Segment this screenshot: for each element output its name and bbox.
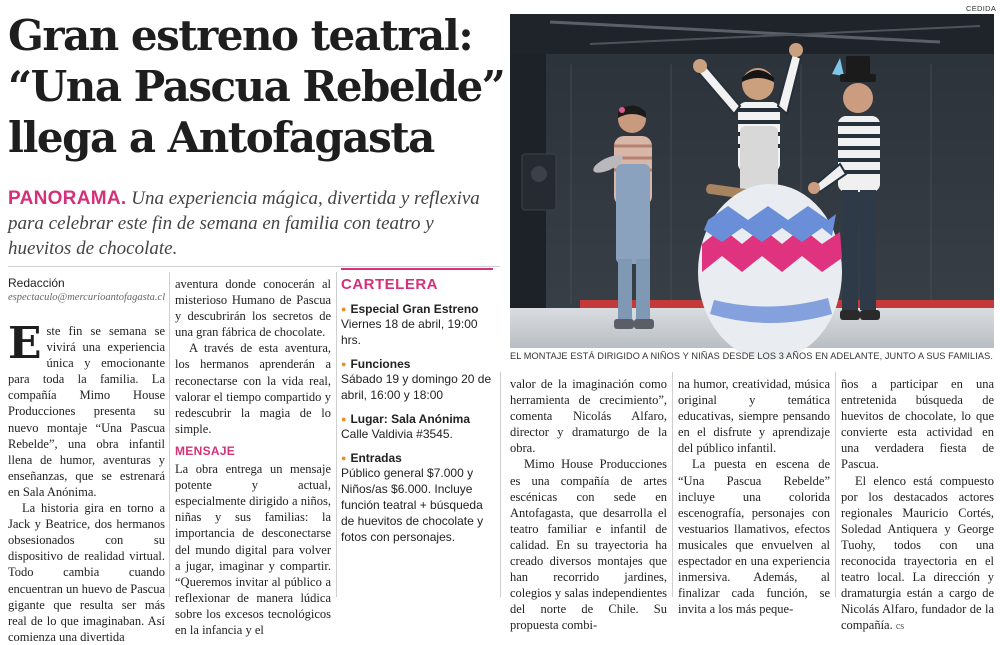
stage-photo — [510, 14, 994, 348]
cartelera-item-label: ● Entradas — [341, 451, 493, 465]
paragraph: A través de esta aventura, los hermanos aprenderán a reconectarse con la vida real, valorar el tiempo compartido y redescubrir la magia de lo simple. — [175, 341, 331, 436]
stage-photo-illustration — [510, 14, 994, 348]
headline-line-2: “Una Pascua Rebelde” — [8, 62, 505, 111]
cartelera-item-label: ● Especial Gran Estreno — [341, 302, 493, 316]
lead-kicker: PANORAMA. — [8, 188, 127, 209]
lead-text: Una experiencia mágica, divertida y reflexiva para celebrar este fin de semana en familia con teatro y huevitos de chocolate. — [8, 188, 480, 259]
article-column-3 — [510, 376, 667, 634]
paragraph: ños a participar en una entretenida búsqueda de huevitos de chocolate, lo que convierte esta actividad en una verdadera fiesta de Pascua. — [841, 377, 994, 472]
column-divider — [672, 372, 673, 597]
lead-paragraph — [8, 186, 500, 261]
cartelera-item-text: Viernes 18 de abril, 19:00 hrs. — [341, 317, 478, 347]
article-column-1 — [8, 318, 165, 645]
paragraph: La historia gira en torno a Jack y Beatrice, dos hermanos obsesionados con su dispositivo de realidad virtual. Todo cambia cuando encuentran un huevo de Pascua gigante que resulta ser más real de lo que imaginaban. Así comienza una divertida — [8, 501, 165, 644]
headline-line-1: Gran estreno teatral: — [8, 11, 473, 60]
cartelera-item-label: ● Funciones — [341, 357, 493, 371]
headline — [8, 10, 505, 163]
end-mark: cs — [895, 621, 905, 633]
column-divider — [500, 372, 501, 597]
cartelera-item — [341, 302, 493, 348]
photo-caption: EL MONTAJE ESTÁ DIRIGIDO A NIÑOS Y NIÑAS DESDE LOS 3 AÑOS EN ADELANTE, JUNTO A SUS FAMILIAS. — [510, 351, 993, 361]
article-column-2 — [175, 276, 331, 638]
column-divider — [835, 372, 836, 597]
cartelera-box — [341, 268, 493, 545]
section-heading-mensaje: MENSAJE — [175, 443, 236, 458]
column-divider — [336, 272, 337, 597]
giant-egg — [698, 184, 842, 360]
article-column-4 — [678, 376, 830, 617]
headline-line-3: llega a Antofagasta — [8, 113, 434, 162]
byline-name: Redacción — [8, 276, 65, 290]
paragraph: na humor, creatividad, música original y temática educativas, siempre pensando en el disfrute y aprendizaje del público infantil. — [678, 377, 830, 456]
cartelera-item-text: Público general $7.000 y Niños/as $6.000. Incluye función teatral + búsqueda de huevitos de chocolate y fotos con personajes. — [341, 466, 484, 544]
paragraph — [8, 318, 165, 500]
column-divider — [169, 272, 170, 597]
cartelera-item — [341, 451, 493, 545]
paragraph: aventura donde conocerán al misterioso Humano de Pascua y descubrirán los secretos de una gran fábrica de chocolate. — [175, 277, 331, 340]
paragraph: valor de la imaginación como herramienta de crecimiento”, comenta Nicolás Alfaro, director y dramaturgo de la obra. — [510, 377, 667, 456]
drop-cap: E — [8, 318, 42, 369]
photo-credit: CEDIDA — [966, 4, 997, 13]
article-column-5 — [841, 376, 994, 636]
byline-email: espectaculo@mercurioantofagasta.cl — [8, 292, 166, 303]
cartelera-item-text: Calle Valdivia #3545. — [341, 427, 453, 441]
cartelera-title: CARTELERA — [341, 268, 493, 293]
paragraph-text: ste fin se semana se vivirá una experiencia única y emocionante para toda la familia. La compañía Mimo House Producciones presenta su nuevo montaje “Una Pascua Rebelde”, una obra infantil llena de humor, aventuras y enseñanzas, que se estrenará en Sala Anónima. — [8, 324, 165, 499]
cartelera-item-label: ● Lugar: Sala Anónima — [341, 412, 493, 426]
cartelera-item — [341, 412, 493, 442]
paragraph-text: El elenco está compuesto por los destacados actores regionales Mauricio Cortés, Soledad Antiquera y George Tuohy, todos con una reconocida trayectoria en el teatro local. La dirección y dramaturgia están a cargo de Nicolás Alfaro, fundador de la compañía. — [841, 473, 994, 633]
paragraph — [841, 473, 994, 636]
cartelera-item — [341, 357, 493, 403]
paragraph: La obra entrega un mensaje potente y actual, especialmente dirigido a niños, niñas y sus familias: la importancia de desconectarse del mundo digital para volver a jugar, imaginar y compartir. “Queremos invitar al público a reflexionar de manera lúdica sobre los excesos tecnológicos en la infancia y el — [175, 462, 331, 637]
lead-divider — [8, 266, 500, 267]
paragraph: Mimo House Producciones es una compañía de artes escénicas con sede en Antofagasta, que desarrolla el teatro familiar e infantil de calidad. En su trayectoria ha creado diversos montajes que han recorrido jardines, colegios y salas independientes del norte de Chile. Su propuesta combi- — [510, 457, 667, 633]
paragraph: La puesta en escena de “Una Pascua Rebelde” incluye una colorida escenografía, personajes con vestuarios llamativos, efectos musicales que envuelven al espectador en una experiencia inmersiva. Además, al finalizar cada función, se invita a los más peque- — [678, 457, 830, 617]
cartelera-item-text: Sábado 19 y domingo 20 de abril, 16:00 y 18:00 — [341, 372, 492, 402]
